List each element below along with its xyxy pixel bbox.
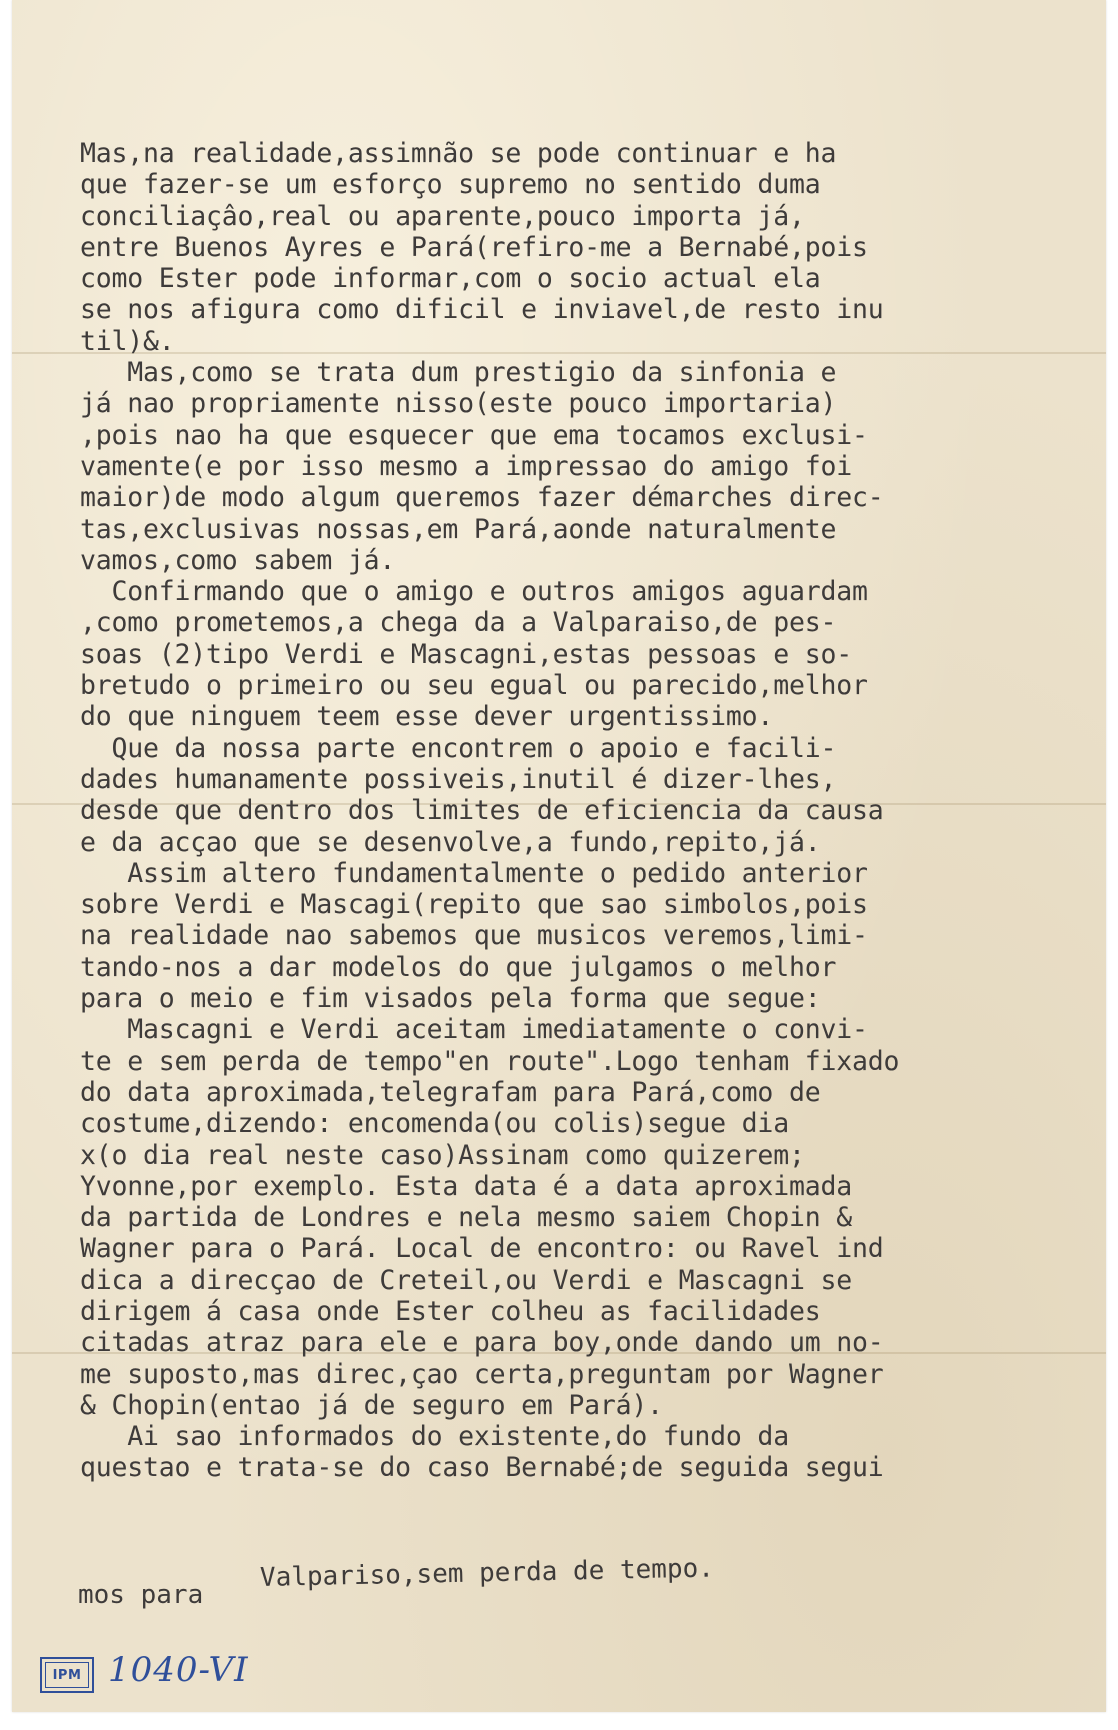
text-line: desde que dentro dos limites de eficiencia da causa — [80, 795, 884, 827]
text-line: maior)de modo algum queremos fazer démarches direc- — [80, 482, 884, 514]
text-line: e da acçao que se desenvolve,a fundo,repito,já. — [80, 826, 821, 858]
text-line: dica a direcçao de Creteil,ou Verdi e Mascagni se — [80, 1264, 852, 1296]
text-line: vamente(e por isso mesmo a impressao do amigo foi — [80, 450, 852, 482]
text-line: bretudo o primeiro ou seu egual ou parecido,melhor — [80, 670, 868, 702]
text-line: da partida de Londres e nela mesmo saiem Chopin & — [80, 1202, 852, 1234]
text-line: tando-nos a dar modelos do que julgamos o melhor — [80, 951, 837, 983]
text-line: para o meio e fim visados pela forma que segue: — [80, 983, 821, 1015]
text-line: Que da nossa parte encontrem o apoio e facili- — [80, 732, 837, 764]
text-line: entre Buenos Ayres e Pará(refiro-me a Bernabé,pois — [80, 231, 868, 263]
text-line: Mas,como se trata dum prestigio da sinfonia e — [80, 357, 837, 389]
text-line: do que ninguem teem esse dever urgentissimo. — [80, 701, 774, 733]
text-line: & Chopin(entao já de seguro em Pará). — [80, 1389, 663, 1421]
text-line: como Ester pode informar,com o socio actual ela — [80, 263, 821, 295]
text-line: til)&. — [80, 325, 175, 357]
text-line: Confirmando que o amigo e outros amigos aguardam — [80, 576, 868, 608]
text-line: ,pois nao ha que esquecer que ema tocamos exclusi- — [80, 419, 868, 451]
text-line: vamos,como sabem já. — [80, 544, 396, 576]
archive-stamp — [40, 1657, 94, 1693]
archive-stamp-label: IPM — [45, 1662, 89, 1688]
text-line: Ai sao informados do existente,do fundo da — [80, 1421, 789, 1453]
text-line: questao e trata-se do caso Bernabé;de seguida segui — [80, 1452, 884, 1484]
typed-letter-body — [80, 138, 1080, 1484]
text-line: te e sem perda de tempo"en route".Logo tenham fixado — [80, 1045, 900, 1077]
text-line: do data aproximada,telegrafam para Pará,como de — [80, 1076, 821, 1108]
closing-line-end: Valpariso,sem perda de tempo. — [259, 1553, 715, 1593]
handwritten-shelfmark: 1040-VI — [108, 1650, 249, 1690]
text-line: Yvonne,por exemplo. Esta data é a data aproximada — [80, 1170, 852, 1202]
text-line: x(o dia real neste caso)Assinam como quizerem; — [80, 1139, 805, 1171]
text-line: dades humanamente possiveis,inutil é dizer-lhes, — [80, 763, 837, 795]
text-line: costume,dizendo: encomenda(ou colis)segue dia — [80, 1108, 789, 1140]
text-line: já nao propriamente nisso(este pouco importaria) — [80, 388, 837, 420]
text-line: citadas atraz para ele e para boy,onde dando um no- — [80, 1327, 884, 1359]
text-line: Mas,na realidade,assimnão se pode continuar e ha — [80, 138, 837, 169]
text-line: Mascagni e Verdi aceitam imediatamente o convi- — [80, 1014, 868, 1046]
text-line: ,como prometemos,a chega da a Valparaiso,de pes- — [80, 607, 837, 639]
text-line: Assim altero fundamentalmente o pedido anterior — [80, 857, 868, 889]
text-line: dirigem á casa onde Ester colheu as facilidades — [80, 1295, 821, 1327]
text-line: conciliaçâo,real ou aparente,pouco importa já, — [80, 200, 805, 232]
text-line: na realidade nao sabemos que musicos veremos,limi- — [80, 920, 868, 952]
text-line: tas,exclusivas nossas,em Pará,aonde naturalmente — [80, 513, 837, 545]
text-line: me suposto,mas direc,çao certa,preguntam por Wagner — [80, 1358, 884, 1390]
text-line: Wagner para o Pará. Local de encontro: ou Ravel ind — [80, 1233, 884, 1265]
text-line: soas (2)tipo Verdi e Mascagni,estas pessoas e so- — [80, 638, 852, 670]
text-line: que fazer-se um esforço supremo no sentido duma — [80, 169, 821, 201]
text-line: se nos afigura como dificil e inviavel,de resto inu — [80, 294, 884, 326]
text-line: sobre Verdi e Mascagi(repito que sao simbolos,pois — [80, 889, 868, 921]
closing-line-start: mos para — [78, 1580, 204, 1610]
